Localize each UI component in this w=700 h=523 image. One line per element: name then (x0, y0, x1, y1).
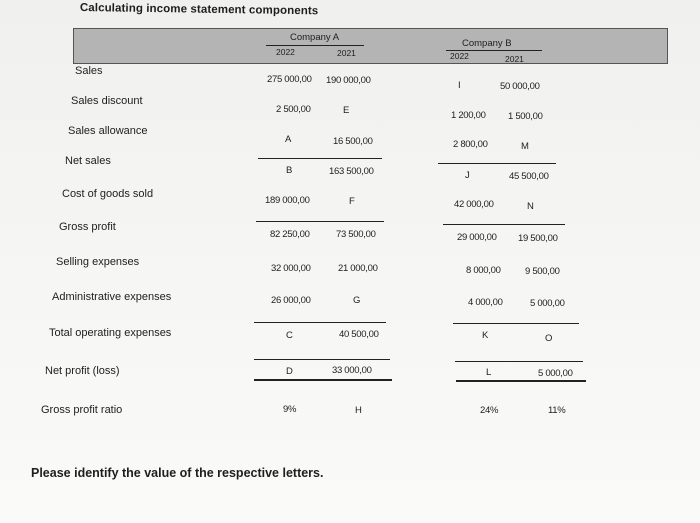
instruction-text: Please identify the value of the respective letters. (31, 466, 324, 480)
row-label-administrative-expenses: Administrative expenses (52, 291, 172, 303)
cell-a2022-gross-profit: 82 250,00 (270, 229, 310, 240)
cell-b2022-sales-discount: 1 200,00 (451, 110, 486, 121)
cell-a2022-net-sales: B (286, 165, 293, 176)
cell-b2021-administrative-expenses: 5 000,00 (530, 298, 565, 309)
cell-a2022-selling-expenses: 32 000,00 (271, 263, 311, 274)
cell-b2022-sales-allowance: 2 800,00 (453, 139, 488, 150)
cell-b2022-total-operating-expenses: K (482, 330, 489, 341)
cell-b2022-gross-profit: 29 000,00 (457, 232, 497, 243)
subtotal-line-a-net-profit (254, 359, 390, 360)
cell-b2022-sales: I (458, 80, 461, 91)
company-b-name: Company B (462, 38, 512, 49)
cell-b2021-total-operating-expenses: O (545, 333, 553, 344)
cell-b2021-sales: 50 000,00 (500, 81, 540, 92)
row-label-net-sales: Net sales (65, 155, 111, 167)
cell-a2022-sales-discount: 2 500,00 (276, 104, 311, 115)
cell-a2021-sales-allowance: 16 500,00 (333, 136, 373, 147)
company-b-year-2022: 2022 (450, 51, 469, 61)
cell-b2021-net-profit: 5 000,00 (538, 368, 573, 379)
cell-b2022-gross-profit-ratio: 24% (480, 405, 499, 416)
cell-b2022-cost-of-goods-sold: 42 000,00 (454, 199, 494, 210)
double-underline-b-net-profit (456, 380, 586, 382)
cell-b2022-net-profit: L (486, 367, 491, 378)
table-header-band (73, 28, 668, 64)
cell-a2021-gross-profit-ratio: H (355, 405, 362, 416)
row-label-net-profit: Net profit (loss) (45, 365, 120, 377)
cell-a2021-sales-discount: E (343, 105, 350, 116)
row-label-total-operating-expenses: Total operating expenses (49, 327, 172, 339)
double-underline-a-net-profit (254, 379, 392, 381)
company-a-underline (266, 45, 364, 46)
cell-a2022-net-profit: D (286, 366, 293, 377)
cell-a2022-sales-allowance: A (285, 134, 292, 145)
cell-a2021-sales: 190 000,00 (326, 75, 371, 86)
cell-b2021-gross-profit: 19 500,00 (518, 233, 558, 244)
row-label-sales: Sales (75, 65, 103, 77)
cell-a2022-administrative-expenses: 26 000,00 (271, 295, 311, 306)
cell-a2022-total-operating-expenses: C (286, 330, 293, 341)
cell-a2021-cost-of-goods-sold: F (349, 196, 355, 207)
cell-b2022-administrative-expenses: 4 000,00 (468, 297, 503, 308)
cell-b2021-cost-of-goods-sold: N (527, 201, 534, 212)
company-b-year-2021: 2021 (505, 54, 524, 64)
subtotal-line-b-net-profit (455, 361, 583, 362)
row-label-selling-expenses: Selling expenses (56, 256, 140, 268)
cell-a2021-total-operating-expenses: 40 500,00 (339, 329, 379, 340)
company-a-name: Company A (290, 32, 340, 43)
row-label-cost-of-goods-sold: Cost of goods sold (62, 188, 154, 200)
cell-a2022-sales: 275 000,00 (267, 74, 312, 85)
cell-a2021-selling-expenses: 21 000,00 (338, 263, 378, 274)
cell-b2021-sales-discount: 1 500,00 (508, 111, 543, 122)
cell-a2021-gross-profit: 73 500,00 (336, 229, 376, 240)
cell-a2021-net-profit: 33 000,00 (332, 365, 372, 376)
page-title: Calculating income statement components (79, 2, 319, 18)
cell-a2021-administrative-expenses: G (353, 295, 361, 306)
subtotal-line-b-gross-profit (443, 224, 565, 225)
cell-b2021-net-sales: 45 500,00 (509, 171, 549, 182)
subtotal-line-a-total-opex (254, 322, 386, 323)
cell-b2022-selling-expenses: 8 000,00 (466, 265, 501, 276)
row-label-sales-allowance: Sales allowance (68, 125, 148, 137)
cell-a2022-cost-of-goods-sold: 189 000,00 (265, 195, 310, 206)
company-a-year-2021: 2021 (337, 48, 356, 58)
row-label-gross-profit-ratio: Gross profit ratio (41, 404, 123, 416)
cell-b2022-net-sales: J (465, 170, 470, 181)
company-a-year-2022: 2022 (276, 47, 295, 57)
subtotal-line-b-net-sales (438, 163, 556, 164)
row-label-sales-discount: Sales discount (71, 95, 143, 107)
cell-b2021-selling-expenses: 9 500,00 (525, 266, 560, 277)
cell-b2021-sales-allowance: M (521, 141, 529, 152)
row-label-gross-profit: Gross profit (59, 221, 116, 233)
cell-b2021-gross-profit-ratio: 11% (548, 405, 566, 416)
cell-a2022-gross-profit-ratio: 9% (283, 404, 297, 415)
cell-a2021-net-sales: 163 500,00 (329, 166, 374, 177)
subtotal-line-a-gross-profit (256, 221, 384, 222)
subtotal-line-a-net-sales (258, 158, 382, 159)
subtotal-line-b-total-opex (453, 323, 579, 324)
